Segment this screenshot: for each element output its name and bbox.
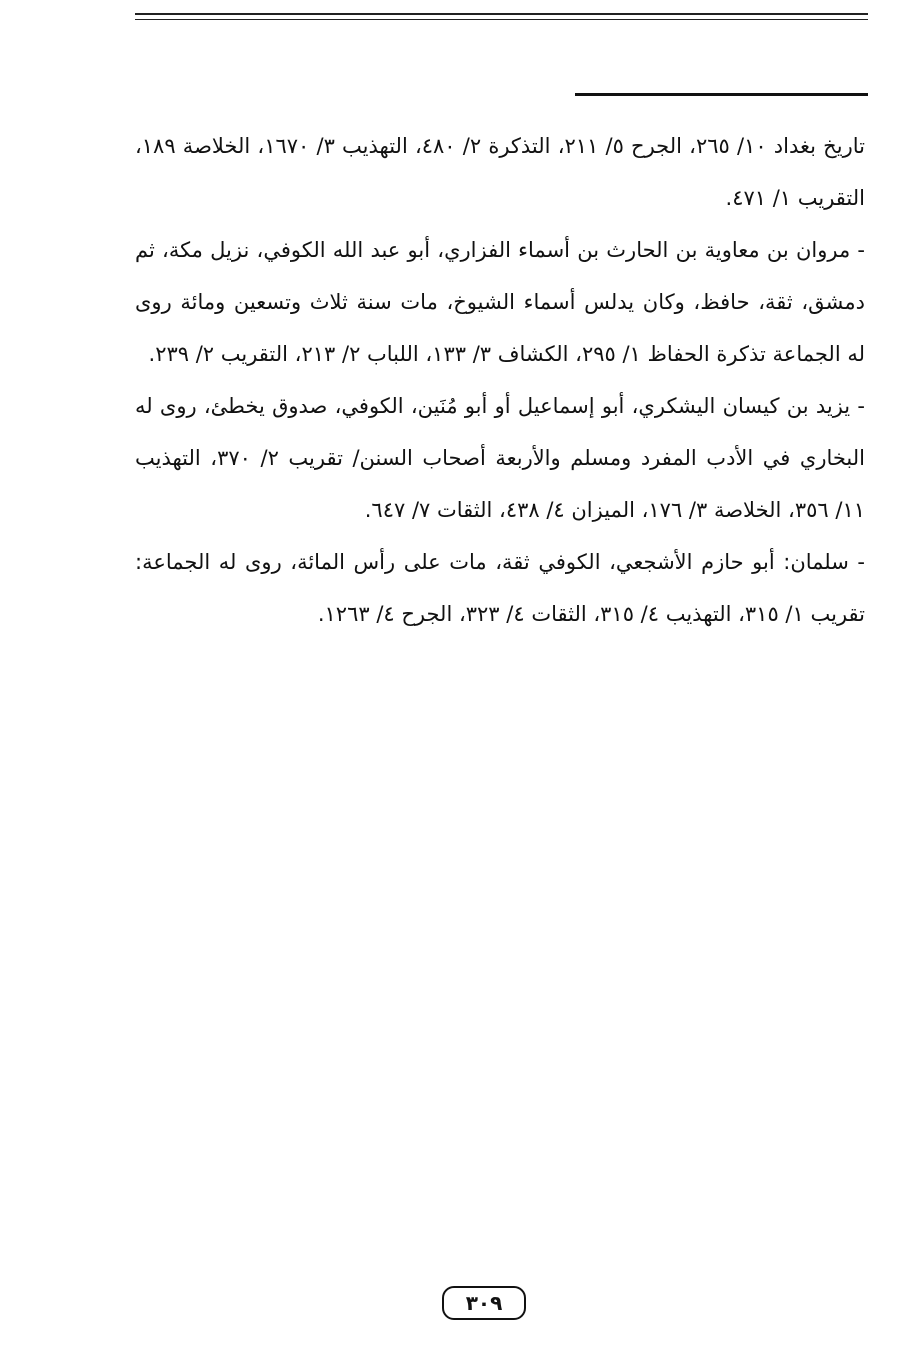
footnote-continuation: تاريخ بغداد ١٠/ ٢٦٥، الجرح ٥/ ٢١١، التذكرة ٢/ ٤٨٠، التهذيب ٣/ ١٦٧٠، الخلاصة ١٨٩، التقريب ١/ ٤٧١. xyxy=(135,134,865,210)
footnote-entry-yazid: - يزيد بن كيسان اليشكري، أبو إسماعيل أو أبو مُنَين، الكوفي، صدوق يخطئ، روى له البخاري في الأدب المفرد ومسلم والأربعة أصحاب السنن/ تقريب ٢/ ٣٧٠، التهذيب ١١/ ٣٥٦، الخلاصة ٣/ ١٧٦، الميزان ٤/ ٤٣٨، الثقات ٧/ ٦٤٧. xyxy=(135,394,865,522)
header-rule-top xyxy=(135,13,868,15)
footnote-entry-salman: - سلمان: أبو حازم الأشجعي، الكوفي ثقة، مات على رأس المائة، روى له الجماعة: تقريب ١/ ٣١٥، التهذيب ٤/ ٣١٥، الثقات ٤/ ٣٢٣، الجرح ٤/ ١٢٦٣. xyxy=(135,550,865,626)
footnotes-body xyxy=(135,120,865,640)
page-number: ٣٠٩ xyxy=(442,1286,526,1320)
footnote-entry-marwan: - مروان بن معاوية بن الحارث بن أسماء الفزاري، أبو عبد الله الكوفي، نزيل مكة، ثم دمشق، ثقة، حافظ، وكان يدلس أسماء الشيوخ، مات سنة ثلاث وتسعين ومائة روى له الجماعة تذكرة الحفاظ ١/ ٢٩٥، الكشاف ٣/ ١٣٣، اللباب ٢/ ٢١٣، التقريب ٢/ ٢٣٩. xyxy=(135,238,865,366)
header-rule-bottom xyxy=(135,19,868,20)
footnote-separator xyxy=(575,93,868,96)
